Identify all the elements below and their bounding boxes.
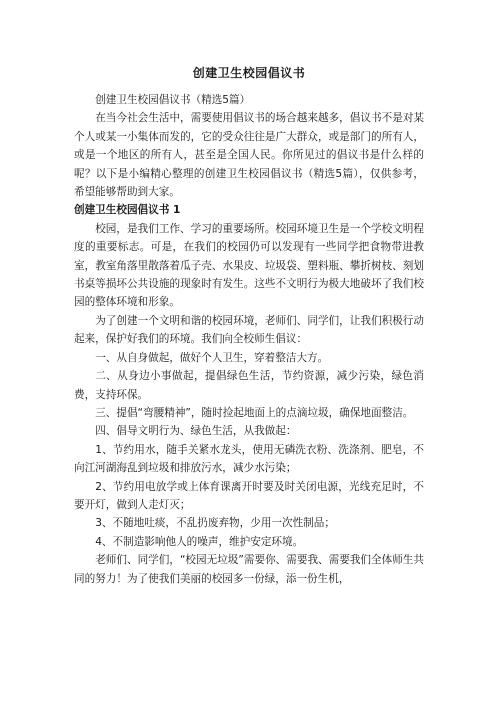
document-title: 创建卫生校园倡议书 [192, 66, 306, 80]
body-paragraph: 为了创建一个文明和谐的校园环境，老师们、同学们，让我们积极行动起来，保护好我们的环境。我们向全校师生倡议： [74, 314, 424, 346]
subtitle-paragraph: 创建卫生校园倡议书（精选5篇） [95, 94, 251, 106]
body-paragraph: 二、从身边小事做起，提倡绿色生活，节约资源，减少污染，绿色消费，支持环保。 [74, 370, 424, 401]
body-paragraph: 3、不随地吐痰，不乱扔废弃物，少用一次性制品； [95, 517, 335, 530]
body-paragraph: 老师们、同学们，“校园无垃圾”需要你、需要我、需要我们全体师生共同的努力！为了使我们美丽的校园多一份绿，添一份生机， [74, 554, 424, 585]
body-paragraph: 四、倡导文明行为、绿色生活，从我做起： [95, 425, 297, 438]
body-paragraph: 4、不制造影响他人的噪声，维护安定环境。 [95, 535, 304, 548]
document-body [74, 91, 424, 588]
body-paragraph: 校园，是我们工作、学习的重要场所。校园环境卫生是一个学校文明程度的重要标志。可是，在我们的校园仍可以发现有一些同学把食物带进教室，教室角落里散落着瓜子壳、水果皮、垃圾袋、塑料瓶、攀折树枝、刻划书桌等损坏公共设施的现象时有发生。这些不文明行为极大地破坏了我们校园的整体环境和形象。 [74, 222, 424, 309]
body-paragraph: 1、节约用水，随手关紧水龙头，使用无磷洗衣粉、洗涤剂、肥皂，不向江河湖海乱到垃圾和排放污水，减少水污染； [74, 443, 424, 475]
section-heading: 创建卫生校园倡议书 1 [74, 204, 181, 217]
body-paragraph: 2、节约用电放学或上体育课离开时要及时关闭电源，光线充足时，不要开灯，做到人走灯灭； [74, 480, 424, 511]
intro-paragraph: 在当今社会生活中，需要使用倡议书的场合越来越多，倡议书不是对某个人或某一小集体而发的，它的受众往往是广大群众，或是部门的所有人，或是一个地区的所有人，甚至是全国人民。你所见过的倡议书是什么样的呢？以下是小编精心整理的创建卫生校园倡议书（精选5篇），仅供参考，希望能够帮助到大家。 [74, 112, 424, 199]
body-paragraph: 三、提倡“弯腰精神”，随时捡起地面上的点滴垃圾，确保地面整洁。 [95, 406, 414, 419]
body-paragraph: 一、从自身做起，做好个人卫生，穿着整洁大方。 [95, 351, 329, 364]
